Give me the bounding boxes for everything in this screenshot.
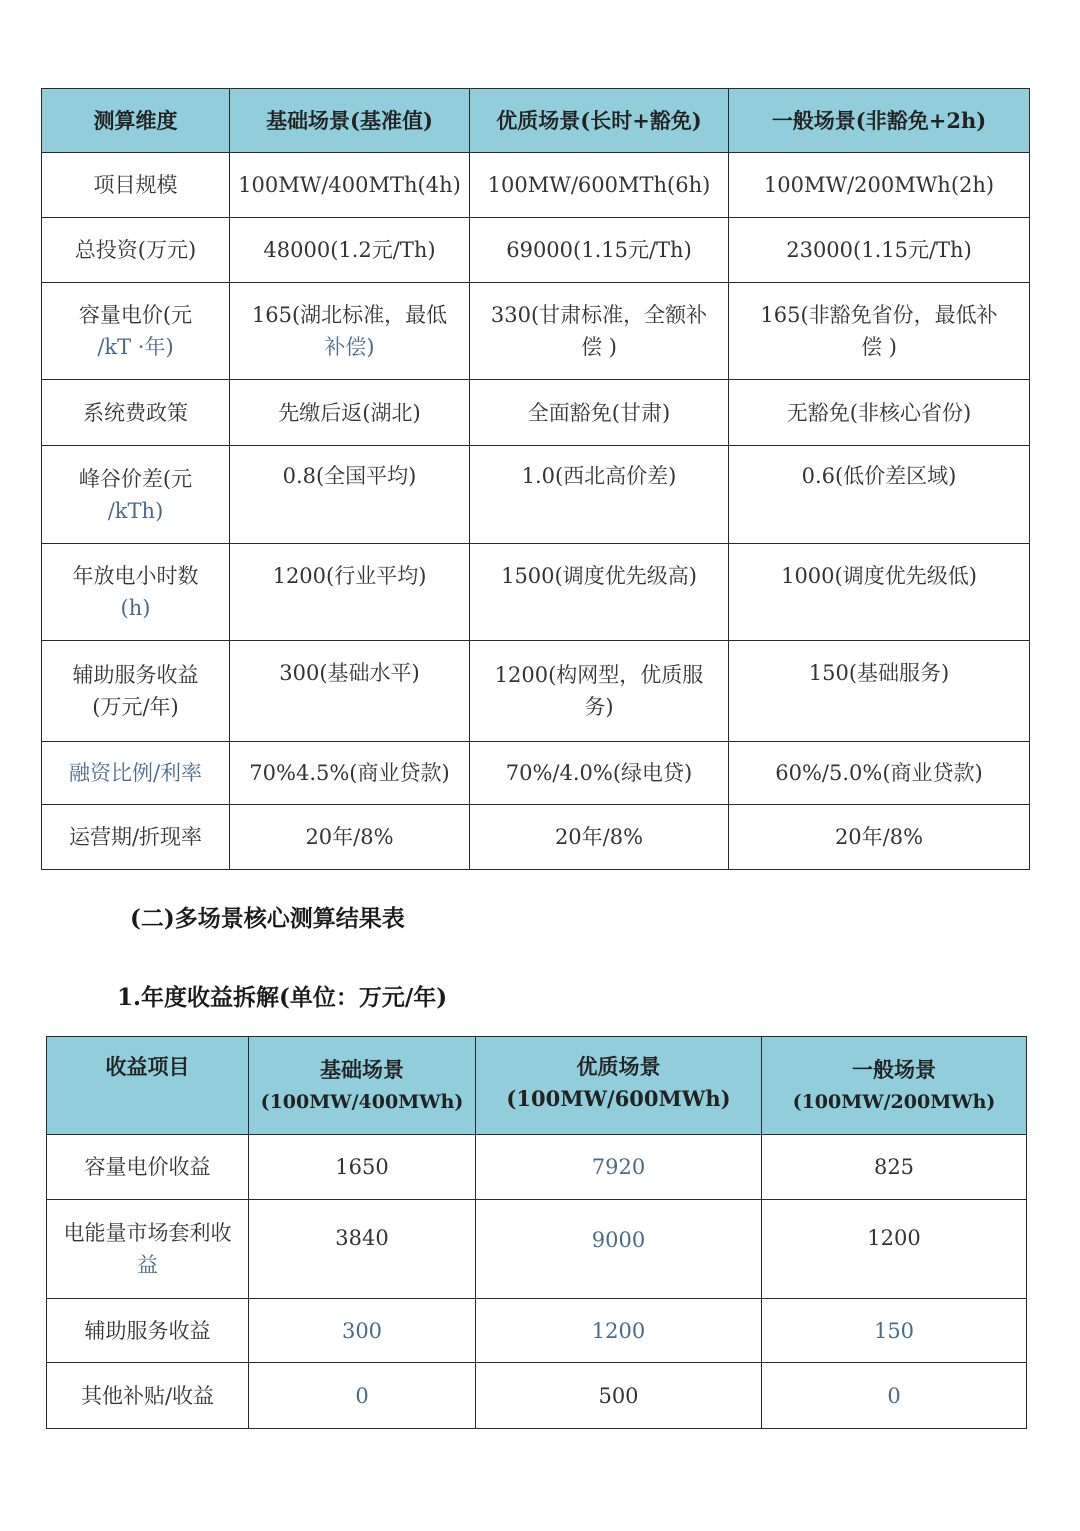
header-general: 一般场景 (100MW/200MWh): [762, 1037, 1027, 1135]
cell-general: 0.6(低价差区域): [729, 446, 1030, 544]
header-base: 基础场景 (100MW/400MWh): [249, 1037, 476, 1135]
cell-premium: 1500(调度优先级高): [470, 544, 729, 641]
cell-general: 60%/5.0%(商业贷款): [729, 742, 1030, 805]
cell-premium: 1.0(西北高价差): [470, 446, 729, 544]
revenue-table: [46, 1036, 1027, 1429]
row-label: 系统费政策: [42, 380, 230, 446]
cell-general: 825: [762, 1135, 1027, 1200]
cell-base: 0: [249, 1363, 476, 1429]
cell-premium: 1200(构网型，优质服 务): [470, 641, 729, 742]
cell-base: 1200(行业平均): [230, 544, 470, 641]
row-label: 峰谷价差(元 /kTh): [42, 446, 230, 544]
row-label: 其他补贴/收益: [47, 1363, 249, 1429]
cell-base: 165(湖北标准，最低 补偿): [230, 283, 470, 380]
cell-general: 150: [762, 1299, 1027, 1363]
cell-general: 100MW/200MWh(2h): [729, 153, 1030, 218]
table-row: [47, 1135, 1027, 1200]
row-label: 融资比例/利率: [42, 742, 230, 805]
cell-base: 48000(1.2元/Th): [230, 218, 470, 283]
row-label: 运营期/折现率: [42, 805, 230, 870]
row-label: 电能量市场套利收 益: [47, 1200, 249, 1299]
table-header-row: [47, 1037, 1027, 1135]
cell-general: 20年/8%: [729, 805, 1030, 870]
cell-base: 300(基础水平): [230, 641, 470, 742]
assumption-table: [41, 88, 1030, 870]
cell-premium: 70%/4.0%(绿电贷): [470, 742, 729, 805]
cell-premium: 全面豁免(甘肃): [470, 380, 729, 446]
section-heading: (二)多场景核心测算结果表: [130, 905, 405, 932]
cell-premium: 100MW/600MTh(6h): [470, 153, 729, 218]
table-row: [47, 1299, 1027, 1363]
table-row: [47, 1363, 1027, 1429]
table-row: [42, 153, 1030, 218]
cell-premium: 69000(1.15元/Th): [470, 218, 729, 283]
cell-base: 先缴后返(湖北): [230, 380, 470, 446]
cell-base: 100MW/400MTh(4h): [230, 153, 470, 218]
table-row: [42, 805, 1030, 870]
row-label: 容量电价(元 /kT ·年): [42, 283, 230, 380]
subsection-heading: 1.年度收益拆解(单位：万元/年): [117, 984, 448, 1011]
cell-general: 1200: [762, 1200, 1027, 1299]
table-row: [42, 742, 1030, 805]
cell-base: 300: [249, 1299, 476, 1363]
cell-base: 3840: [249, 1200, 476, 1299]
row-label: 总投资(万元): [42, 218, 230, 283]
header-premium: 优质场景(100MW/600MWh): [476, 1037, 762, 1135]
table-row: [42, 218, 1030, 283]
table-row: [42, 544, 1030, 641]
cell-general: 0: [762, 1363, 1027, 1429]
cell-general: 1000(调度优先级低): [729, 544, 1030, 641]
cell-general: 150(基础服务): [729, 641, 1030, 742]
cell-premium: 9000: [476, 1200, 762, 1299]
header-general: 一般场景(非豁免+2h): [729, 89, 1030, 153]
cell-premium: 330(甘肃标准，全额补 偿 ): [470, 283, 729, 380]
cell-general: 165(非豁免省份，最低补 偿 ): [729, 283, 1030, 380]
row-label: 辅助服务收益 (万元/年): [42, 641, 230, 742]
cell-premium: 1200: [476, 1299, 762, 1363]
header-dimension: 测算维度: [42, 89, 230, 153]
table-header-row: [42, 89, 1030, 153]
cell-premium: 500: [476, 1363, 762, 1429]
cell-premium: 20年/8%: [470, 805, 729, 870]
cell-premium: 7920: [476, 1135, 762, 1200]
cell-base: 70%4.5%(商业贷款): [230, 742, 470, 805]
row-label: 辅助服务收益: [47, 1299, 249, 1363]
row-label: 项目规模: [42, 153, 230, 218]
table-row: [42, 641, 1030, 742]
cell-base: 1650: [249, 1135, 476, 1200]
cell-general: 23000(1.15元/Th): [729, 218, 1030, 283]
cell-base: 20年/8%: [230, 805, 470, 870]
header-base: 基础场景(基准值): [230, 89, 470, 153]
header-premium: 优质场景(长时+豁免): [470, 89, 729, 153]
table-row: [42, 446, 1030, 544]
header-item: 收益项目: [47, 1037, 249, 1135]
table-row: [42, 380, 1030, 446]
table-row: [47, 1200, 1027, 1299]
cell-base: 0.8(全国平均): [230, 446, 470, 544]
cell-general: 无豁免(非核心省份): [729, 380, 1030, 446]
row-label: 容量电价收益: [47, 1135, 249, 1200]
row-label: 年放电小时数 (h): [42, 544, 230, 641]
table-row: [42, 283, 1030, 380]
